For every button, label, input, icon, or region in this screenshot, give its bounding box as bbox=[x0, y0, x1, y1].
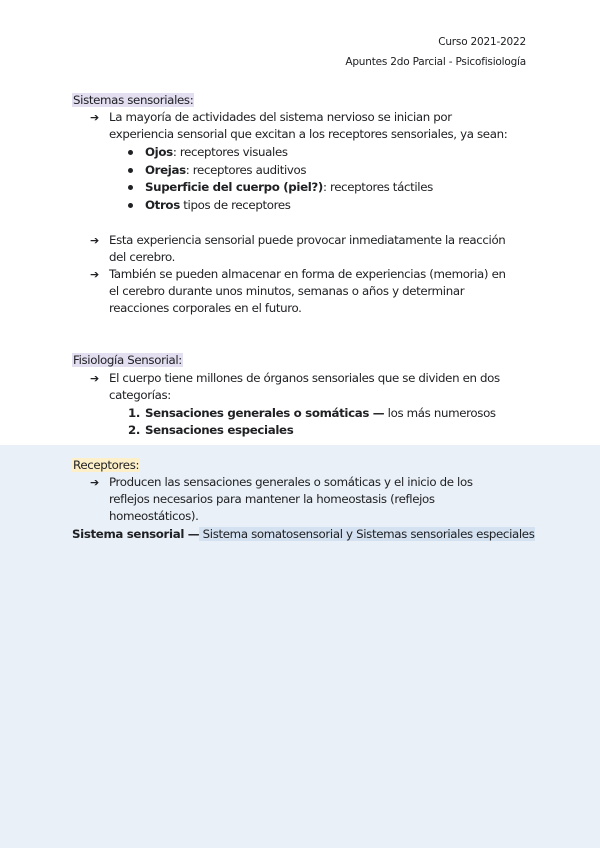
list-item-text: La mayoría de actividades del sistema nervioso se inician por experiencia sensorial que excitan a los receptores sensoriales, ya sean: bbox=[109, 110, 508, 141]
summary-bold: Sistema sensorial — bbox=[72, 527, 200, 541]
bullet-item: Ojos: receptores visuales bbox=[128, 144, 288, 161]
list-item bbox=[90, 232, 510, 266]
bullet-icon bbox=[128, 168, 133, 173]
summary-text: Sistema somatosensorial y Sistemas sensoriales especiales bbox=[199, 527, 535, 541]
heading-text: Receptores: bbox=[73, 458, 140, 472]
heading-text: Fisiología Sensorial: bbox=[73, 353, 182, 367]
bullet-item: Otros tipos de receptores bbox=[128, 197, 291, 214]
arrow-icon: ➔ bbox=[90, 234, 99, 247]
list-item bbox=[90, 370, 510, 404]
section-heading-receptores bbox=[72, 457, 140, 474]
numbered-item: 1. Sensaciones generales o somáticas — los más numerosos bbox=[128, 406, 496, 420]
summary-line bbox=[72, 526, 535, 543]
course-label: Curso 2021-2022 bbox=[438, 36, 526, 48]
document-subtitle: Apuntes 2do Parcial - Psicofisiología bbox=[345, 56, 526, 68]
bullet-item: Superficie del cuerpo (piel?): receptores táctiles bbox=[128, 179, 433, 196]
arrow-icon: ➔ bbox=[90, 268, 99, 281]
bullet-icon bbox=[128, 203, 133, 208]
bullet-item: Orejas: receptores auditivos bbox=[128, 162, 306, 179]
list-item-text: Producen las sensaciones generales o somáticas y el inicio de los reflejos necesarios para mantener la homeostasis (reflejos homeostáticos). bbox=[109, 475, 473, 523]
list-item-text: El cuerpo tiene millones de órganos sensoriales que se dividen en dos categorías: bbox=[109, 371, 500, 402]
list-item bbox=[90, 266, 510, 317]
list-item bbox=[90, 474, 510, 525]
section-heading-fisiologia bbox=[72, 352, 183, 369]
bullet-icon bbox=[128, 185, 133, 190]
list-item bbox=[90, 109, 510, 143]
numbered-item: 2. Sensaciones especiales bbox=[128, 423, 294, 437]
list-item-text: También se pueden almacenar en forma de experiencias (memoria) en el cerebro durante unos minutos, semanas o años y determinar reacciones corporales en el futuro. bbox=[109, 267, 506, 315]
section-heading-sistemas bbox=[72, 92, 194, 109]
arrow-icon: ➔ bbox=[90, 476, 99, 489]
list-item-text: Esta experiencia sensorial puede provocar inmediatamente la reacción del cerebro. bbox=[109, 233, 506, 264]
arrow-icon: ➔ bbox=[90, 111, 99, 124]
heading-text: Sistemas sensoriales: bbox=[73, 93, 194, 107]
bullet-icon bbox=[128, 150, 133, 155]
arrow-icon: ➔ bbox=[90, 372, 99, 385]
